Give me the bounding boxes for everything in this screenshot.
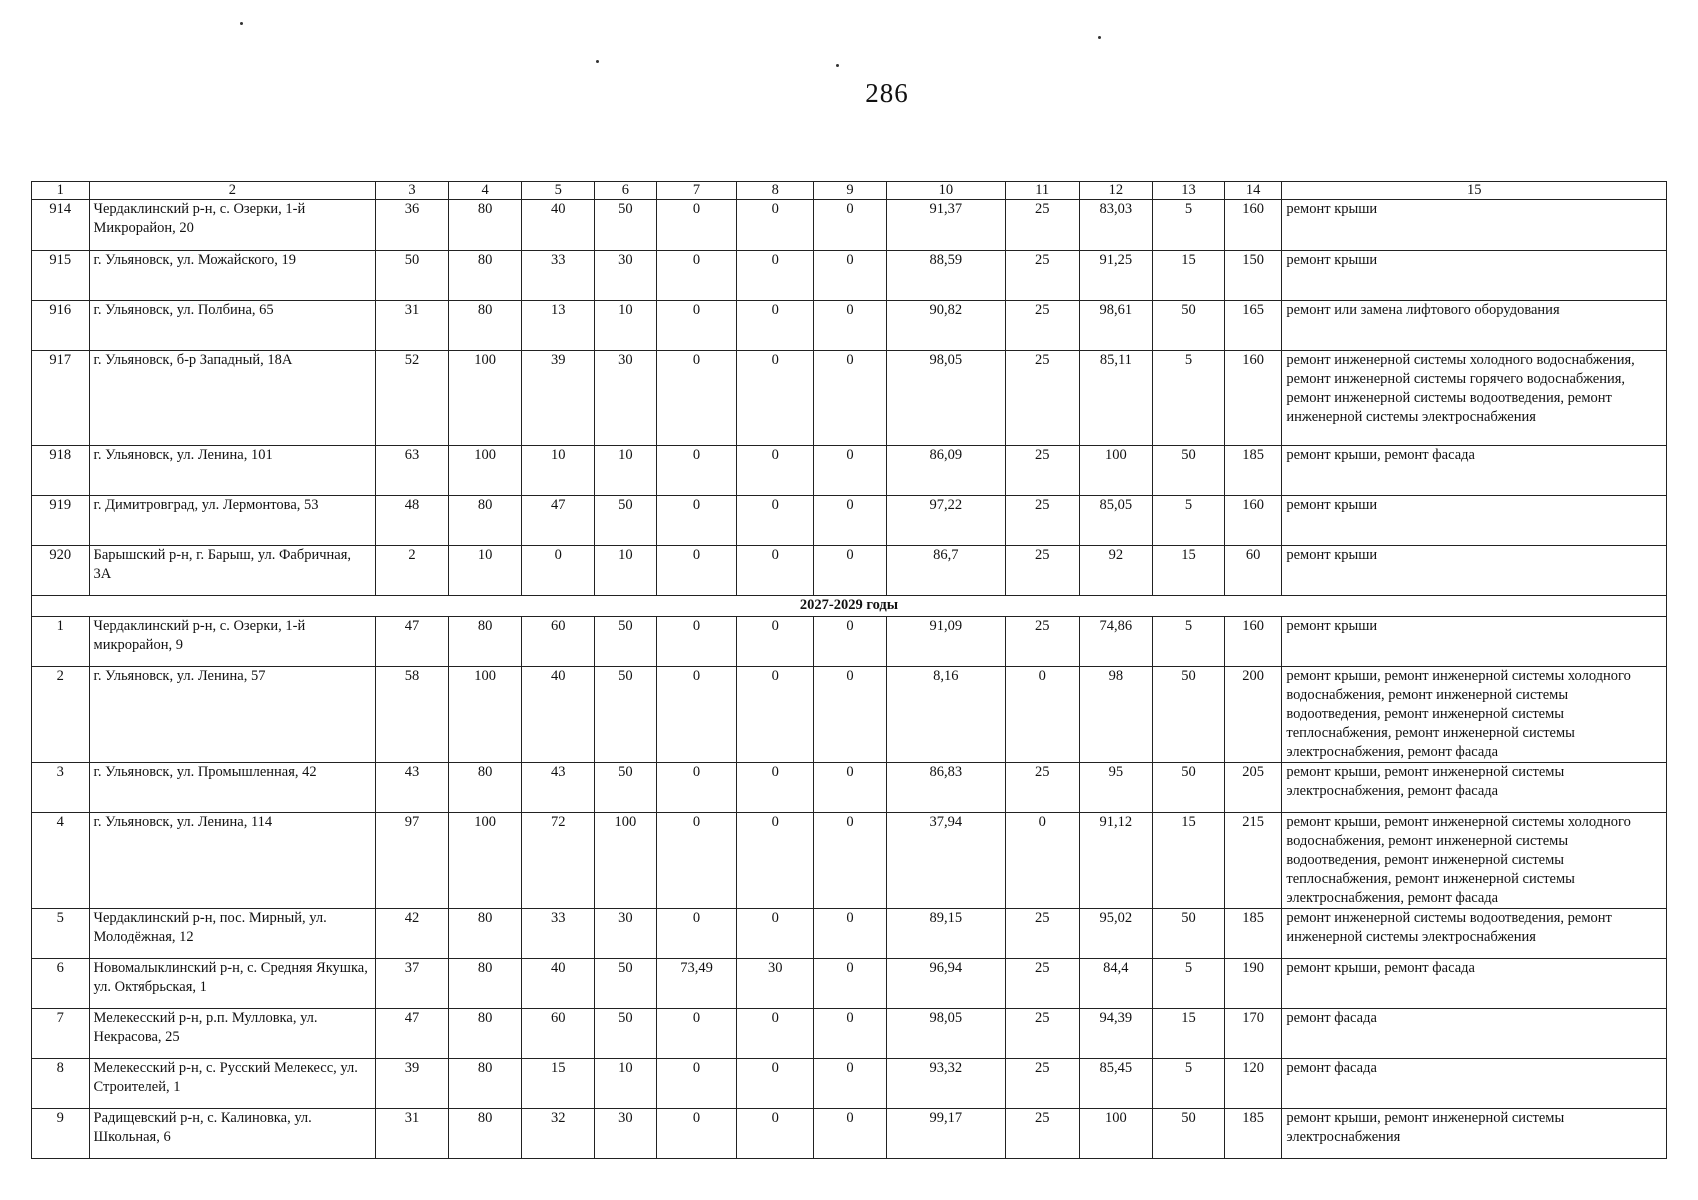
col14-cell: 150 [1224, 251, 1282, 301]
col13-cell: 50 [1153, 763, 1225, 813]
col6-cell: 30 [595, 909, 657, 959]
col14-cell: 170 [1224, 1009, 1282, 1059]
col11-cell: 25 [1005, 617, 1079, 667]
work-type-cell: ремонт крыши, ремонт фасада [1282, 959, 1667, 1009]
col4-cell: 100 [448, 351, 522, 446]
address-cell: г. Ульяновск, ул. Ленина, 101 [89, 446, 376, 496]
col10-cell: 93,32 [886, 1059, 1005, 1109]
col13-cell: 5 [1153, 200, 1225, 251]
data-table [31, 181, 1667, 1159]
col4-cell: 80 [448, 909, 522, 959]
col8-cell: 0 [737, 200, 814, 251]
table-row [32, 446, 1667, 496]
table-row [32, 1109, 1667, 1159]
col14-cell: 215 [1224, 813, 1282, 909]
col14-cell: 205 [1224, 763, 1282, 813]
work-type-cell: ремонт инженерной системы холодного водоснабжения, ремонт инженерной системы горячего водоснабжения, ремонт инженерной системы водоотведения, ремонт инженерной системы электроснабжения [1282, 351, 1667, 446]
address-cell: г. Ульяновск, ул. Промышленная, 42 [89, 763, 376, 813]
col8-cell: 0 [737, 496, 814, 546]
column-header-13: 13 [1153, 182, 1225, 200]
col13-cell: 15 [1153, 251, 1225, 301]
scan-speck [596, 60, 599, 63]
col4-cell: 80 [448, 1109, 522, 1159]
col12-cell: 85,11 [1079, 351, 1153, 446]
row-number: 7 [32, 1009, 90, 1059]
col11-cell: 25 [1005, 1009, 1079, 1059]
col10-cell: 97,22 [886, 496, 1005, 546]
col11-cell: 25 [1005, 763, 1079, 813]
col12-cell: 95,02 [1079, 909, 1153, 959]
col6-cell: 10 [595, 1059, 657, 1109]
col11-cell: 25 [1005, 909, 1079, 959]
col6-cell: 10 [595, 301, 657, 351]
work-type-cell: ремонт крыши [1282, 617, 1667, 667]
column-number-row [32, 182, 1667, 200]
col4-cell: 100 [448, 446, 522, 496]
col12-cell: 98 [1079, 667, 1153, 763]
col14-cell: 160 [1224, 617, 1282, 667]
col12-cell: 91,25 [1079, 251, 1153, 301]
work-type-cell: ремонт крыши [1282, 546, 1667, 596]
col11-cell: 25 [1005, 251, 1079, 301]
column-header-4: 4 [448, 182, 522, 200]
table-row [32, 1009, 1667, 1059]
col3-cell: 37 [376, 959, 449, 1009]
col12-cell: 85,45 [1079, 1059, 1153, 1109]
row-number: 919 [32, 496, 90, 546]
col9-cell: 0 [814, 1009, 887, 1059]
table-row [32, 351, 1667, 446]
col5-cell: 33 [522, 909, 595, 959]
col10-cell: 98,05 [886, 1009, 1005, 1059]
work-type-cell: ремонт инженерной системы водоотведения, ремонт инженерной системы электроснабжения [1282, 909, 1667, 959]
col9-cell: 0 [814, 496, 887, 546]
address-cell: Мелекесский р-н, р.п. Мулловка, ул. Некрасова, 25 [89, 1009, 376, 1059]
work-type-cell: ремонт фасада [1282, 1009, 1667, 1059]
col14-cell: 190 [1224, 959, 1282, 1009]
col5-cell: 10 [522, 446, 595, 496]
address-cell: г. Ульяновск, ул. Ленина, 114 [89, 813, 376, 909]
section-label: 2027-2029 годы [32, 596, 1667, 617]
col6-cell: 30 [595, 351, 657, 446]
col9-cell: 0 [814, 1109, 887, 1159]
col14-cell: 185 [1224, 909, 1282, 959]
col13-cell: 15 [1153, 813, 1225, 909]
address-cell: Чердаклинский р-н, с. Озерки, 1-й Микрорайон, 20 [89, 200, 376, 251]
row-number: 916 [32, 301, 90, 351]
scan-speck [240, 22, 243, 25]
col5-cell: 60 [522, 1009, 595, 1059]
col9-cell: 0 [814, 546, 887, 596]
col13-cell: 5 [1153, 617, 1225, 667]
col3-cell: 47 [376, 617, 449, 667]
table-row [32, 617, 1667, 667]
row-number: 1 [32, 617, 90, 667]
col8-cell: 0 [737, 301, 814, 351]
column-header-3: 3 [376, 182, 449, 200]
row-number: 5 [32, 909, 90, 959]
work-type-cell: ремонт крыши, ремонт фасада [1282, 446, 1667, 496]
col10-cell: 37,94 [886, 813, 1005, 909]
col12-cell: 83,03 [1079, 200, 1153, 251]
col9-cell: 0 [814, 351, 887, 446]
col13-cell: 5 [1153, 351, 1225, 446]
col9-cell: 0 [814, 251, 887, 301]
col7-cell: 0 [656, 1009, 737, 1059]
col12-cell: 85,05 [1079, 496, 1153, 546]
col4-cell: 10 [448, 546, 522, 596]
column-header-8: 8 [737, 182, 814, 200]
table-row [32, 909, 1667, 959]
col13-cell: 50 [1153, 1109, 1225, 1159]
table-row [32, 1059, 1667, 1109]
col5-cell: 40 [522, 200, 595, 251]
col8-cell: 0 [737, 617, 814, 667]
col6-cell: 10 [595, 446, 657, 496]
table-row [32, 667, 1667, 763]
col8-cell: 0 [737, 763, 814, 813]
col7-cell: 0 [656, 351, 737, 446]
table-row [32, 496, 1667, 546]
col8-cell: 0 [737, 446, 814, 496]
col11-cell: 25 [1005, 959, 1079, 1009]
row-number: 2 [32, 667, 90, 763]
col12-cell: 91,12 [1079, 813, 1153, 909]
col10-cell: 91,37 [886, 200, 1005, 251]
col12-cell: 94,39 [1079, 1009, 1153, 1059]
col9-cell: 0 [814, 909, 887, 959]
col5-cell: 39 [522, 351, 595, 446]
table-row [32, 959, 1667, 1009]
col3-cell: 39 [376, 1059, 449, 1109]
address-cell: Чердаклинский р-н, пос. Мирный, ул. Молодёжная, 12 [89, 909, 376, 959]
col8-cell: 0 [737, 251, 814, 301]
row-number: 915 [32, 251, 90, 301]
col13-cell: 50 [1153, 446, 1225, 496]
col6-cell: 50 [595, 496, 657, 546]
col3-cell: 43 [376, 763, 449, 813]
col5-cell: 40 [522, 959, 595, 1009]
col14-cell: 160 [1224, 200, 1282, 251]
col10-cell: 96,94 [886, 959, 1005, 1009]
col7-cell: 0 [656, 200, 737, 251]
col13-cell: 50 [1153, 301, 1225, 351]
column-header-14: 14 [1224, 182, 1282, 200]
col3-cell: 48 [376, 496, 449, 546]
col11-cell: 0 [1005, 667, 1079, 763]
work-type-cell: ремонт крыши, ремонт инженерной системы холодного водоснабжения, ремонт инженерной системы водоотведения, ремонт инженерной системы теплоснабжения, ремонт инженерной системы электроснабжения, ремонт фасада [1282, 813, 1667, 909]
col10-cell: 89,15 [886, 909, 1005, 959]
col7-cell: 0 [656, 813, 737, 909]
col4-cell: 80 [448, 251, 522, 301]
col8-cell: 0 [737, 667, 814, 763]
col10-cell: 98,05 [886, 351, 1005, 446]
col14-cell: 160 [1224, 496, 1282, 546]
col9-cell: 0 [814, 617, 887, 667]
column-header-15: 15 [1282, 182, 1667, 200]
table-row [32, 301, 1667, 351]
column-header-2: 2 [89, 182, 376, 200]
col7-cell: 0 [656, 763, 737, 813]
col13-cell: 50 [1153, 909, 1225, 959]
col11-cell: 25 [1005, 446, 1079, 496]
address-cell: Радищевский р-н, с. Калиновка, ул. Школьная, 6 [89, 1109, 376, 1159]
col7-cell: 73,49 [656, 959, 737, 1009]
col6-cell: 50 [595, 1009, 657, 1059]
col7-cell: 0 [656, 1109, 737, 1159]
col7-cell: 0 [656, 617, 737, 667]
col9-cell: 0 [814, 446, 887, 496]
row-number: 9 [32, 1109, 90, 1159]
col5-cell: 43 [522, 763, 595, 813]
col13-cell: 5 [1153, 1059, 1225, 1109]
row-number: 4 [32, 813, 90, 909]
col12-cell: 100 [1079, 446, 1153, 496]
section-header-row [32, 596, 1667, 617]
col6-cell: 50 [595, 617, 657, 667]
col7-cell: 0 [656, 301, 737, 351]
row-number: 6 [32, 959, 90, 1009]
col14-cell: 200 [1224, 667, 1282, 763]
col10-cell: 8,16 [886, 667, 1005, 763]
col9-cell: 0 [814, 1059, 887, 1109]
work-type-cell: ремонт крыши, ремонт инженерной системы электроснабжения, ремонт фасада [1282, 763, 1667, 813]
address-cell: Новомалыклинский р-н, с. Средняя Якушка, ул. Октябрьская, 1 [89, 959, 376, 1009]
col5-cell: 13 [522, 301, 595, 351]
row-number: 3 [32, 763, 90, 813]
col5-cell: 15 [522, 1059, 595, 1109]
column-header-10: 10 [886, 182, 1005, 200]
column-header-9: 9 [814, 182, 887, 200]
col9-cell: 0 [814, 813, 887, 909]
col6-cell: 10 [595, 546, 657, 596]
col5-cell: 0 [522, 546, 595, 596]
col7-cell: 0 [656, 496, 737, 546]
col9-cell: 0 [814, 301, 887, 351]
col6-cell: 50 [595, 959, 657, 1009]
col3-cell: 52 [376, 351, 449, 446]
column-header-1: 1 [32, 182, 90, 200]
col10-cell: 86,83 [886, 763, 1005, 813]
column-header-11: 11 [1005, 182, 1079, 200]
col11-cell: 25 [1005, 1109, 1079, 1159]
col6-cell: 50 [595, 763, 657, 813]
column-header-7: 7 [656, 182, 737, 200]
table-row [32, 200, 1667, 251]
col7-cell: 0 [656, 546, 737, 596]
col13-cell: 15 [1153, 546, 1225, 596]
col14-cell: 165 [1224, 301, 1282, 351]
address-cell: г. Ульяновск, б-р Западный, 18А [89, 351, 376, 446]
col7-cell: 0 [656, 1059, 737, 1109]
col10-cell: 99,17 [886, 1109, 1005, 1159]
col3-cell: 2 [376, 546, 449, 596]
col3-cell: 50 [376, 251, 449, 301]
work-type-cell: ремонт фасада [1282, 1059, 1667, 1109]
work-type-cell: ремонт крыши, ремонт инженерной системы электроснабжения [1282, 1109, 1667, 1159]
col7-cell: 0 [656, 446, 737, 496]
col4-cell: 80 [448, 959, 522, 1009]
col5-cell: 40 [522, 667, 595, 763]
col12-cell: 95 [1079, 763, 1153, 813]
col10-cell: 86,09 [886, 446, 1005, 496]
col11-cell: 25 [1005, 200, 1079, 251]
col4-cell: 100 [448, 813, 522, 909]
work-type-cell: ремонт крыши [1282, 496, 1667, 546]
col13-cell: 50 [1153, 667, 1225, 763]
col6-cell: 50 [595, 200, 657, 251]
col6-cell: 100 [595, 813, 657, 909]
col6-cell: 50 [595, 667, 657, 763]
col11-cell: 25 [1005, 301, 1079, 351]
row-number: 8 [32, 1059, 90, 1109]
col13-cell: 5 [1153, 959, 1225, 1009]
col14-cell: 185 [1224, 1109, 1282, 1159]
col10-cell: 86,7 [886, 546, 1005, 596]
col7-cell: 0 [656, 909, 737, 959]
col4-cell: 80 [448, 1009, 522, 1059]
col11-cell: 25 [1005, 351, 1079, 446]
col3-cell: 36 [376, 200, 449, 251]
col8-cell: 0 [737, 1009, 814, 1059]
col8-cell: 30 [737, 959, 814, 1009]
address-cell: Мелекесский р-н, с. Русский Мелекесс, ул. Строителей, 1 [89, 1059, 376, 1109]
address-cell: Чердаклинский р-н, с. Озерки, 1-й микрорайон, 9 [89, 617, 376, 667]
col4-cell: 80 [448, 496, 522, 546]
col8-cell: 0 [737, 909, 814, 959]
col11-cell: 25 [1005, 496, 1079, 546]
col4-cell: 80 [448, 763, 522, 813]
col13-cell: 5 [1153, 496, 1225, 546]
col10-cell: 88,59 [886, 251, 1005, 301]
col8-cell: 0 [737, 351, 814, 446]
col8-cell: 0 [737, 813, 814, 909]
col8-cell: 0 [737, 546, 814, 596]
table-row [32, 546, 1667, 596]
col7-cell: 0 [656, 667, 737, 763]
col13-cell: 15 [1153, 1009, 1225, 1059]
address-cell: Барышский р-н, г. Барыш, ул. Фабричная, 3А [89, 546, 376, 596]
page-number: 286 [865, 78, 909, 108]
row-number: 917 [32, 351, 90, 446]
col4-cell: 80 [448, 200, 522, 251]
col4-cell: 80 [448, 301, 522, 351]
col14-cell: 120 [1224, 1059, 1282, 1109]
col8-cell: 0 [737, 1059, 814, 1109]
row-number: 920 [32, 546, 90, 596]
table-row [32, 763, 1667, 813]
col5-cell: 32 [522, 1109, 595, 1159]
col5-cell: 47 [522, 496, 595, 546]
col3-cell: 42 [376, 909, 449, 959]
col5-cell: 33 [522, 251, 595, 301]
column-header-12: 12 [1079, 182, 1153, 200]
table-row [32, 251, 1667, 301]
work-type-cell: ремонт крыши [1282, 251, 1667, 301]
col4-cell: 80 [448, 617, 522, 667]
address-cell: г. Ульяновск, ул. Ленина, 57 [89, 667, 376, 763]
col9-cell: 0 [814, 667, 887, 763]
col8-cell: 0 [737, 1109, 814, 1159]
column-header-6: 6 [595, 182, 657, 200]
col14-cell: 160 [1224, 351, 1282, 446]
work-type-cell: ремонт крыши [1282, 200, 1667, 251]
row-number: 918 [32, 446, 90, 496]
col12-cell: 100 [1079, 1109, 1153, 1159]
col11-cell: 25 [1005, 1059, 1079, 1109]
col3-cell: 31 [376, 1109, 449, 1159]
col14-cell: 60 [1224, 546, 1282, 596]
col9-cell: 0 [814, 200, 887, 251]
col12-cell: 84,4 [1079, 959, 1153, 1009]
col10-cell: 91,09 [886, 617, 1005, 667]
address-cell: г. Димитровград, ул. Лермонтова, 53 [89, 496, 376, 546]
work-type-cell: ремонт крыши, ремонт инженерной системы холодного водоснабжения, ремонт инженерной системы водоотведения, ремонт инженерной системы теплоснабжения, ремонт инженерной системы электроснабжения, ремонт фасада [1282, 667, 1667, 763]
col3-cell: 47 [376, 1009, 449, 1059]
col4-cell: 80 [448, 1059, 522, 1109]
col10-cell: 90,82 [886, 301, 1005, 351]
col14-cell: 185 [1224, 446, 1282, 496]
address-cell: г. Ульяновск, ул. Полбина, 65 [89, 301, 376, 351]
col11-cell: 0 [1005, 813, 1079, 909]
scan-speck [836, 64, 839, 67]
work-type-cell: ремонт или замена лифтового оборудования [1282, 301, 1667, 351]
col11-cell: 25 [1005, 546, 1079, 596]
col9-cell: 0 [814, 763, 887, 813]
col9-cell: 0 [814, 959, 887, 1009]
address-cell: г. Ульяновск, ул. Можайского, 19 [89, 251, 376, 301]
col4-cell: 100 [448, 667, 522, 763]
col3-cell: 58 [376, 667, 449, 763]
col6-cell: 30 [595, 1109, 657, 1159]
row-number: 914 [32, 200, 90, 251]
col12-cell: 92 [1079, 546, 1153, 596]
col5-cell: 60 [522, 617, 595, 667]
column-header-5: 5 [522, 182, 595, 200]
col5-cell: 72 [522, 813, 595, 909]
table-row [32, 813, 1667, 909]
col3-cell: 63 [376, 446, 449, 496]
col3-cell: 97 [376, 813, 449, 909]
col3-cell: 31 [376, 301, 449, 351]
col12-cell: 74,86 [1079, 617, 1153, 667]
col7-cell: 0 [656, 251, 737, 301]
col6-cell: 30 [595, 251, 657, 301]
col12-cell: 98,61 [1079, 301, 1153, 351]
scan-speck [1098, 36, 1101, 39]
